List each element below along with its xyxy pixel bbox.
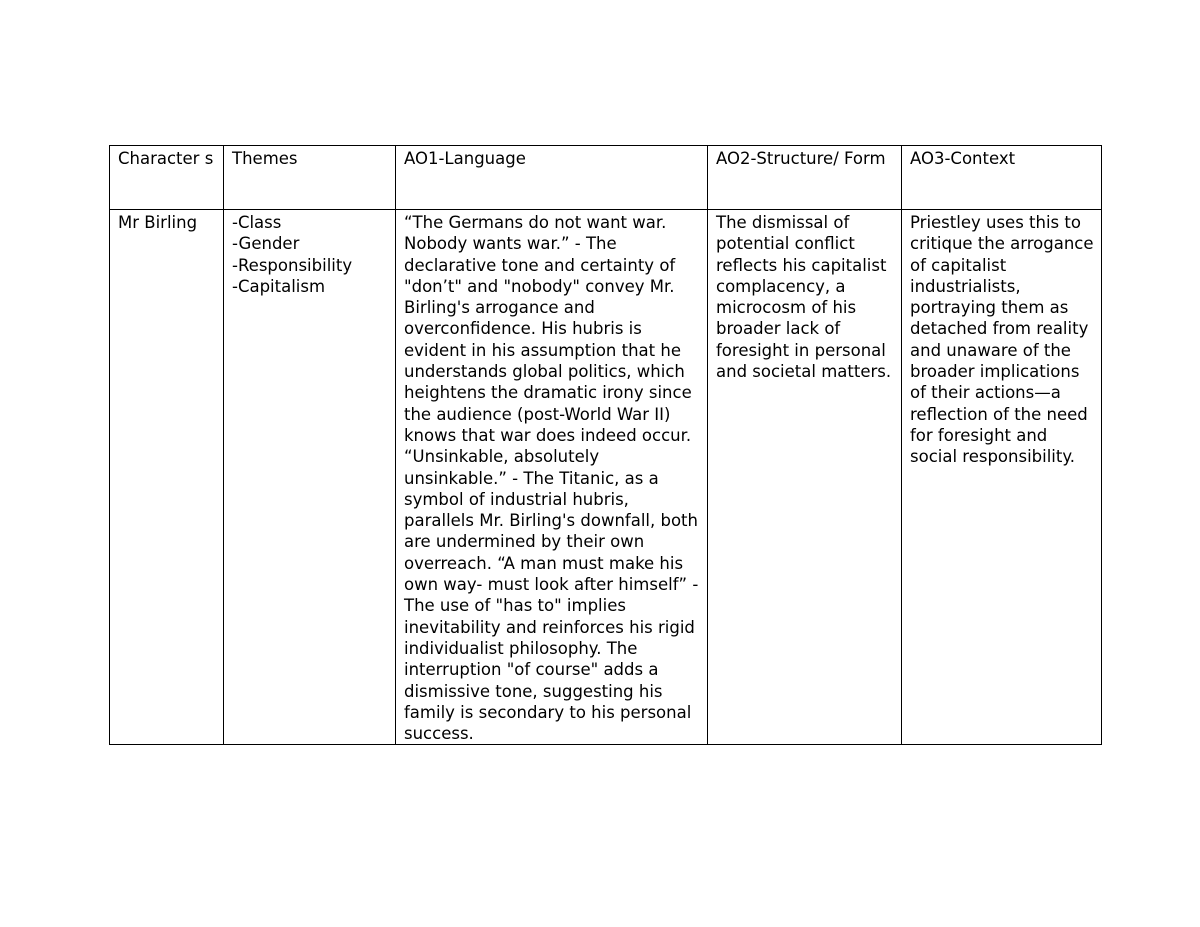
- header-ao2-structure-form: AO2-Structure/ Form: [708, 146, 902, 210]
- cell-ao1-language: “The Germans do not want war. Nobody wants war.” - The declarative tone and certainty of "don’t" and "nobody" convey Mr. Birling's arrogance and overconfidence. His hubris is evident in his assumption that he understands global politics, which heightens the dramatic irony since the audience (post-World War II) knows that war does indeed occur. “Unsinkable, absolutely unsinkable.” - The Titanic, as a symbol of industrial hubris, parallels Mr. Birling's downfall, both are undermined by their own overreach. “A man must make his own way- must look after himself” - The use of "has to" implies inevitability and reinforces his rigid individualist philosophy. The interruption "of course" adds a dismissive tone, suggesting his family is secondary to his personal success.: [396, 210, 708, 745]
- header-ao1-language: AO1-Language: [396, 146, 708, 210]
- theme-item: -Class: [232, 213, 282, 232]
- cell-character: Mr Birling: [110, 210, 224, 745]
- header-ao3-context: AO3-Context: [902, 146, 1102, 210]
- theme-item: -Responsibility: [232, 255, 353, 275]
- theme-item: -Capitalism: [232, 276, 326, 296]
- cell-themes: [224, 210, 396, 745]
- analysis-table: [109, 145, 1102, 745]
- header-themes: Themes: [224, 146, 396, 210]
- header-characters: Character s: [110, 146, 224, 210]
- table-header-row: [110, 146, 1102, 210]
- table-row: [110, 210, 1102, 745]
- cell-ao2-structure-form: The dismissal of potential conflict reflects his capitalist complacency, a microcosm of his broader lack of foresight in personal and societal matters.: [708, 210, 902, 745]
- cell-ao3-context: Priestley uses this to critique the arrogance of capitalist industrialists, portraying them as detached from reality and unaware of the broader implications of their actions—a reflection of the need for foresight and social responsibility.: [902, 210, 1102, 745]
- theme-item: -Gender: [232, 234, 300, 254]
